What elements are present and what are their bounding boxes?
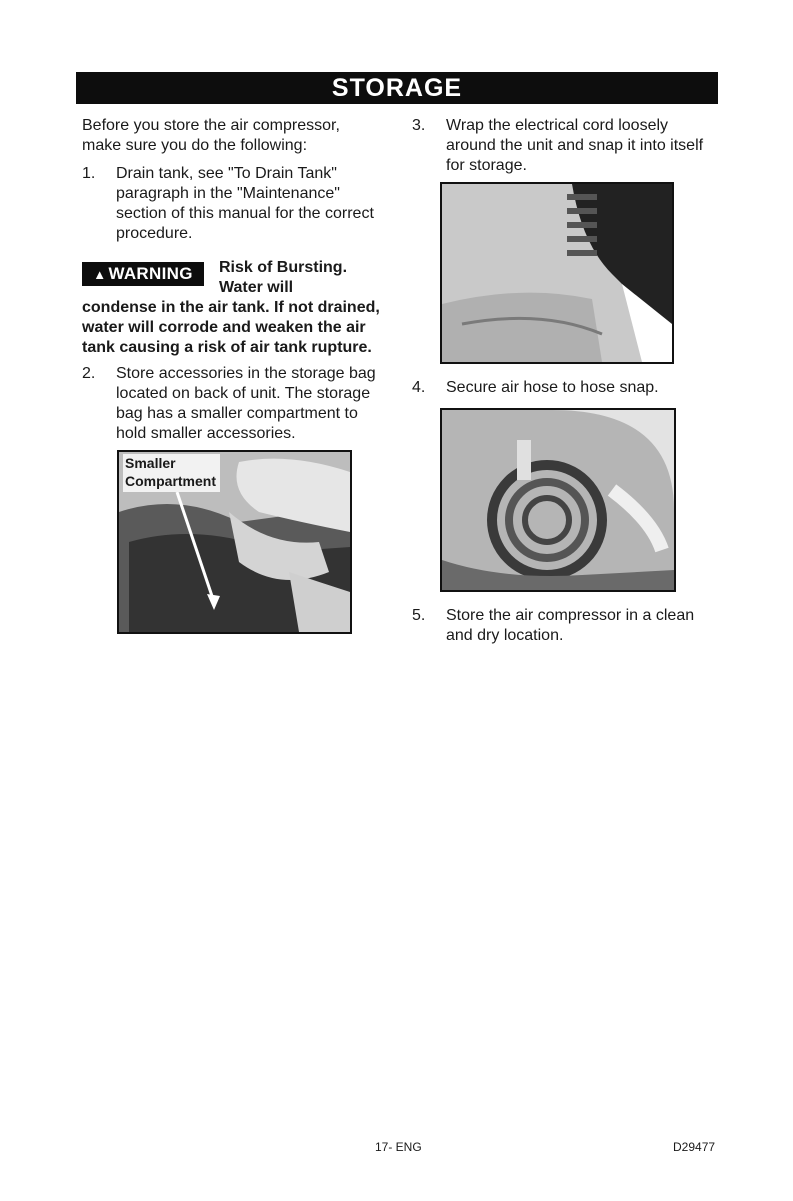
step-text: Secure air hose to hose snap. <box>446 379 659 396</box>
step-number: 2. <box>82 365 96 382</box>
intro-text: Before you store the air compressor, make sure you do the following: <box>82 117 340 154</box>
step-5 <box>412 606 712 646</box>
photo-hose-snap <box>440 408 676 592</box>
photo-cord-wrap <box>440 182 674 364</box>
step-number: 3. <box>412 117 426 134</box>
hose-snap-illustration <box>442 410 674 590</box>
warning-triangle-icon: ▲ <box>93 267 107 282</box>
warning-heading: Risk of Bursting. Water will <box>219 259 348 296</box>
step-text: Store the air compressor in a clean and dry location. <box>446 607 695 644</box>
warning-header <box>82 258 382 298</box>
cord-wrap-illustration <box>442 184 672 362</box>
section-title: STORAGE <box>76 72 718 104</box>
photo-callout-label: Smaller Compartment <box>123 454 220 492</box>
step-3 <box>412 116 712 176</box>
page-number: 17- ENG <box>375 1140 422 1154</box>
step-4 <box>412 378 712 398</box>
step-1 <box>82 164 382 244</box>
left-column <box>82 116 382 634</box>
step-text: Wrap the electrical cord loosely around the unit and snap it into itself for storage. <box>446 117 704 174</box>
step-number: 5. <box>412 607 426 624</box>
step-text: Store accessories in the storage bag located on back of unit. The storage bag has a smaller compartment to hold smaller accessories. <box>116 365 376 442</box>
photo-storage-bag <box>117 450 352 634</box>
step-number: 1. <box>82 165 96 182</box>
document-id: D29477 <box>673 1140 716 1154</box>
step-2 <box>82 364 382 444</box>
warning-body: condense in the air tank. If not drained, water will corrode and weaken the air tank causing a risk of air tank rupture. <box>82 299 380 356</box>
right-column <box>412 116 712 646</box>
warning-badge: ▲ WARNING <box>82 262 204 286</box>
step-number: 4. <box>412 379 426 396</box>
step-text: Drain tank, see "To Drain Tank" paragraph in the "Maintenance" section of this manual for the correct procedure. <box>116 165 374 242</box>
